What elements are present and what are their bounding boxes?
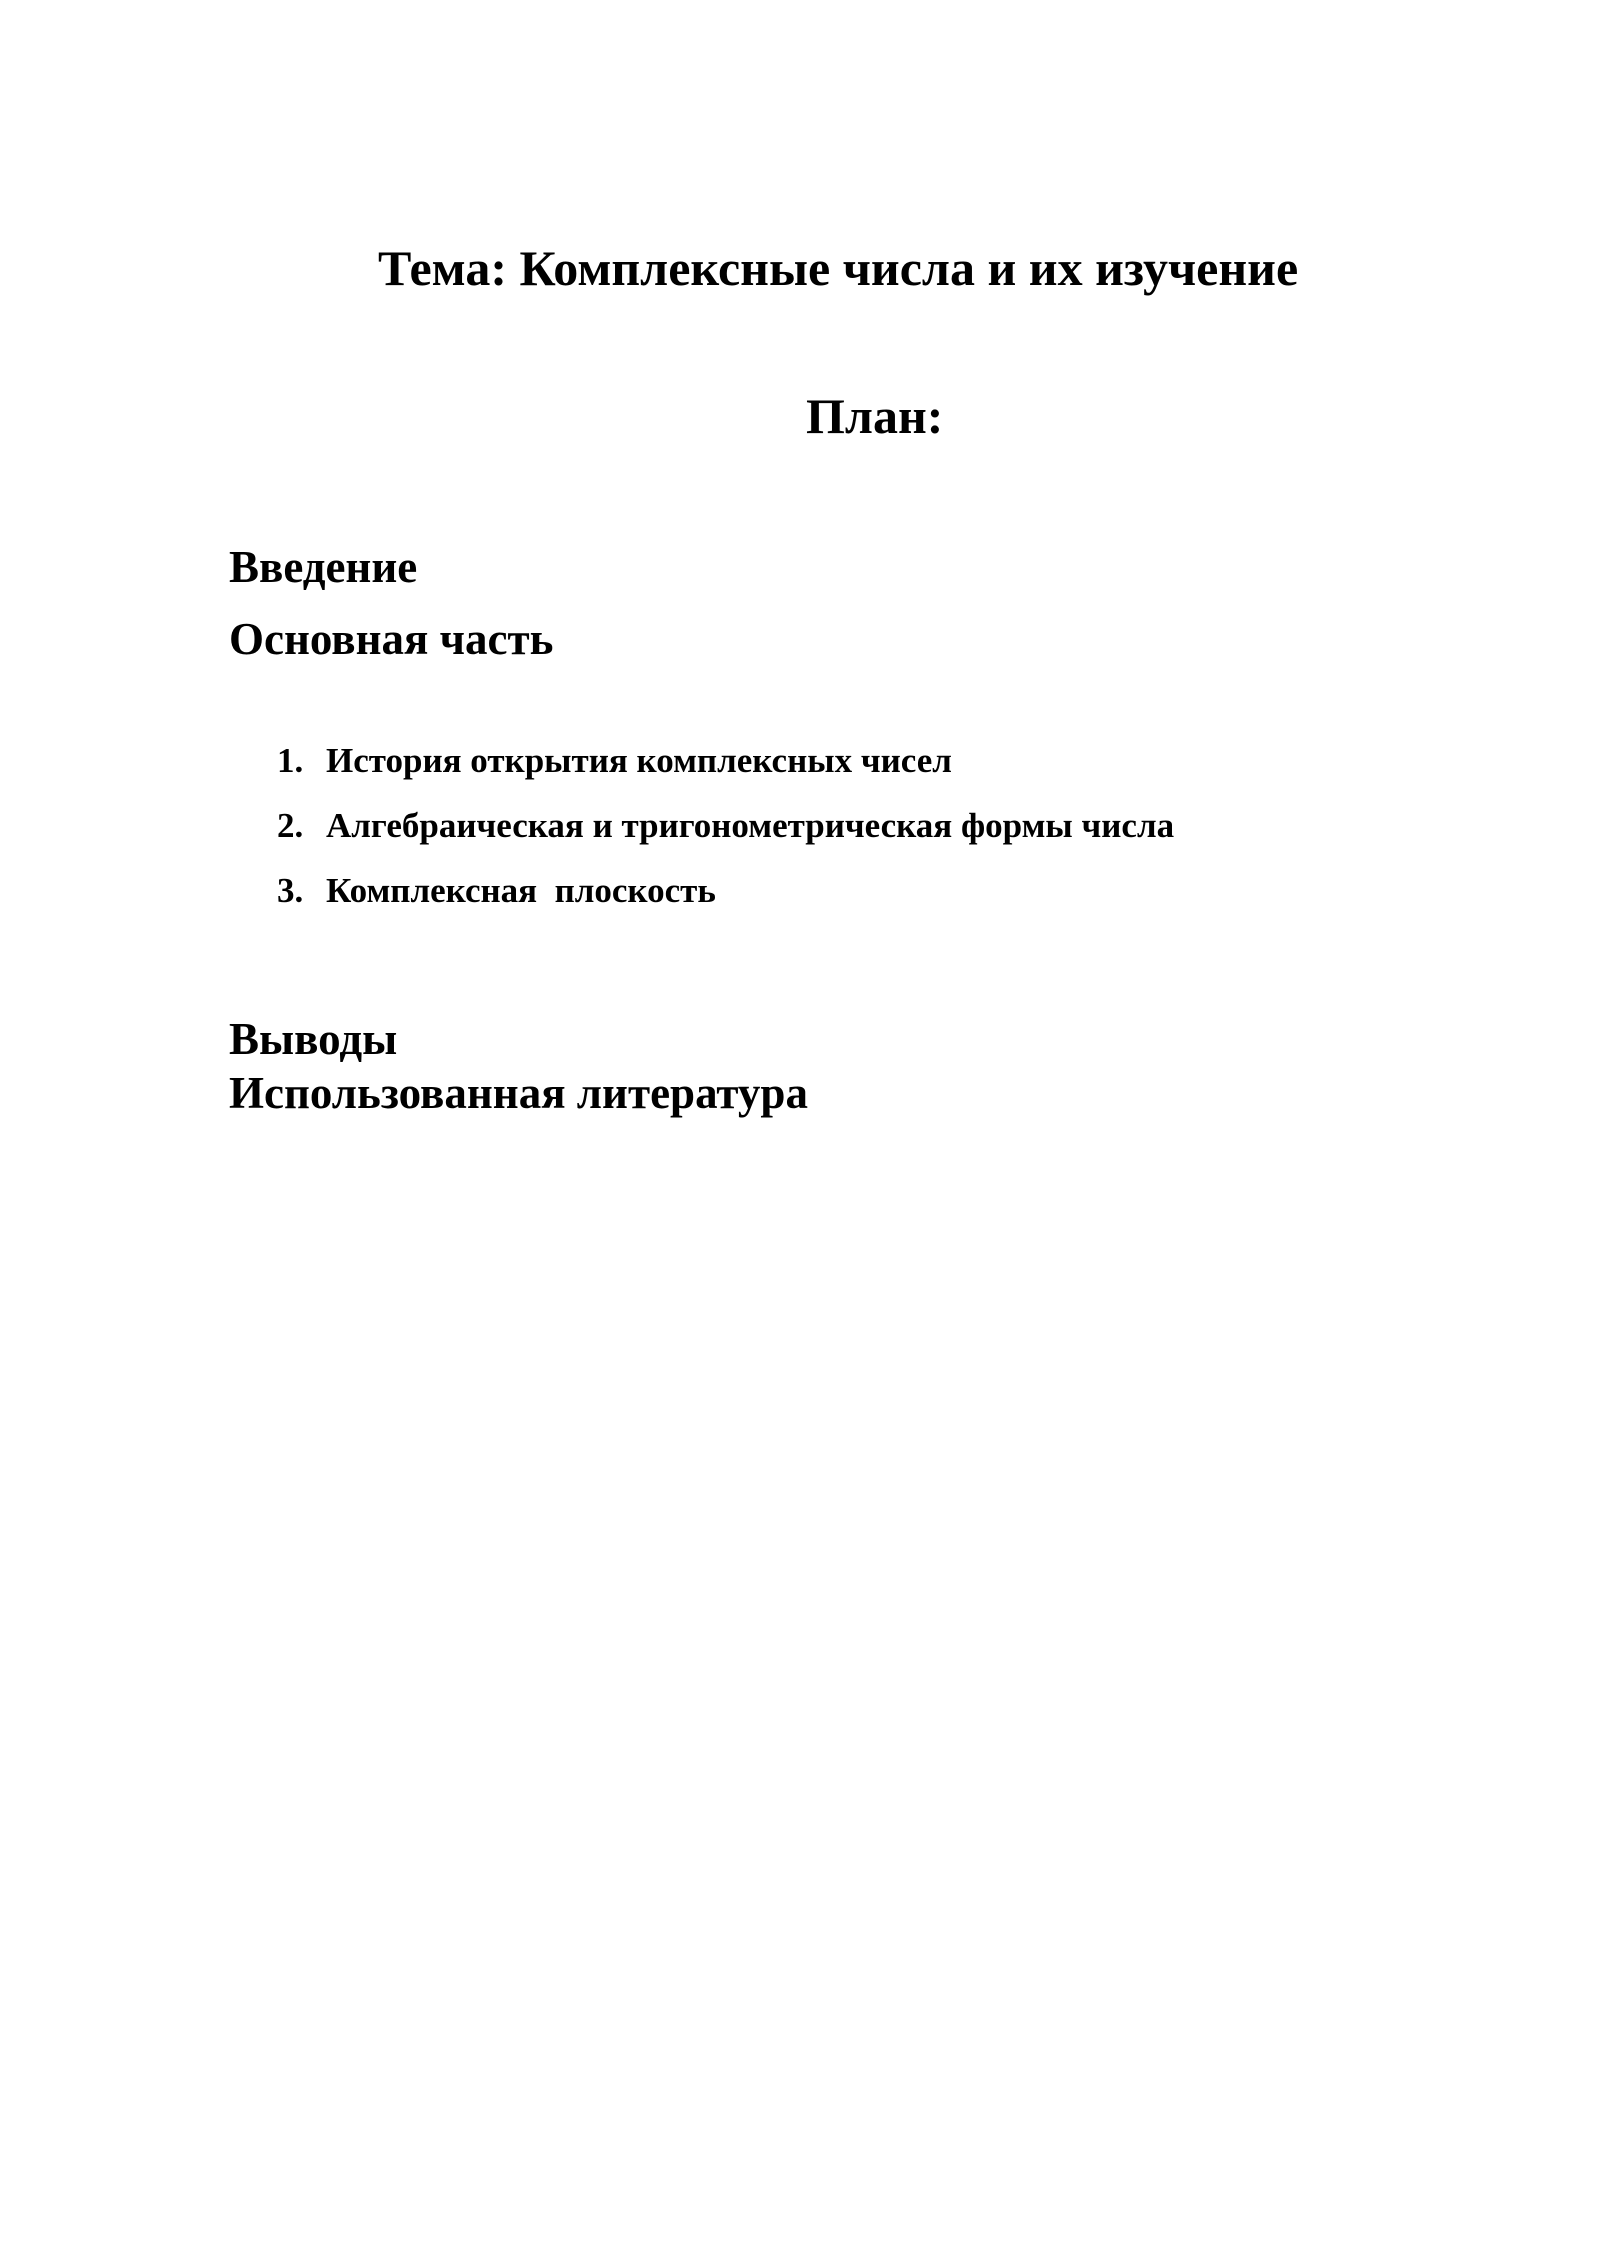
outline-item-2 xyxy=(277,805,1174,870)
section-introduction: Введение xyxy=(229,542,418,592)
outline-text: История открытия комплексных чисел xyxy=(326,741,952,780)
outline-number: 1. xyxy=(277,741,304,780)
outline-item-1 xyxy=(277,740,1174,805)
section-conclusions: Выводы xyxy=(229,1014,398,1064)
outline-item-3 xyxy=(277,870,1174,935)
outline-text: Алгебраическая и тригонометрическая формы числа xyxy=(326,806,1175,845)
outline-number: 3. xyxy=(277,871,304,910)
outline-list xyxy=(277,740,1174,935)
section-literature: Использованная литература xyxy=(229,1068,808,1118)
section-main-part: Основная часть xyxy=(229,614,554,664)
document-title: Тема: Комплексные числа и их изучение xyxy=(378,240,1299,296)
plan-heading: План: xyxy=(806,388,944,444)
outline-text: Комплексная плоскость xyxy=(326,871,716,910)
outline-number: 2. xyxy=(277,806,304,845)
